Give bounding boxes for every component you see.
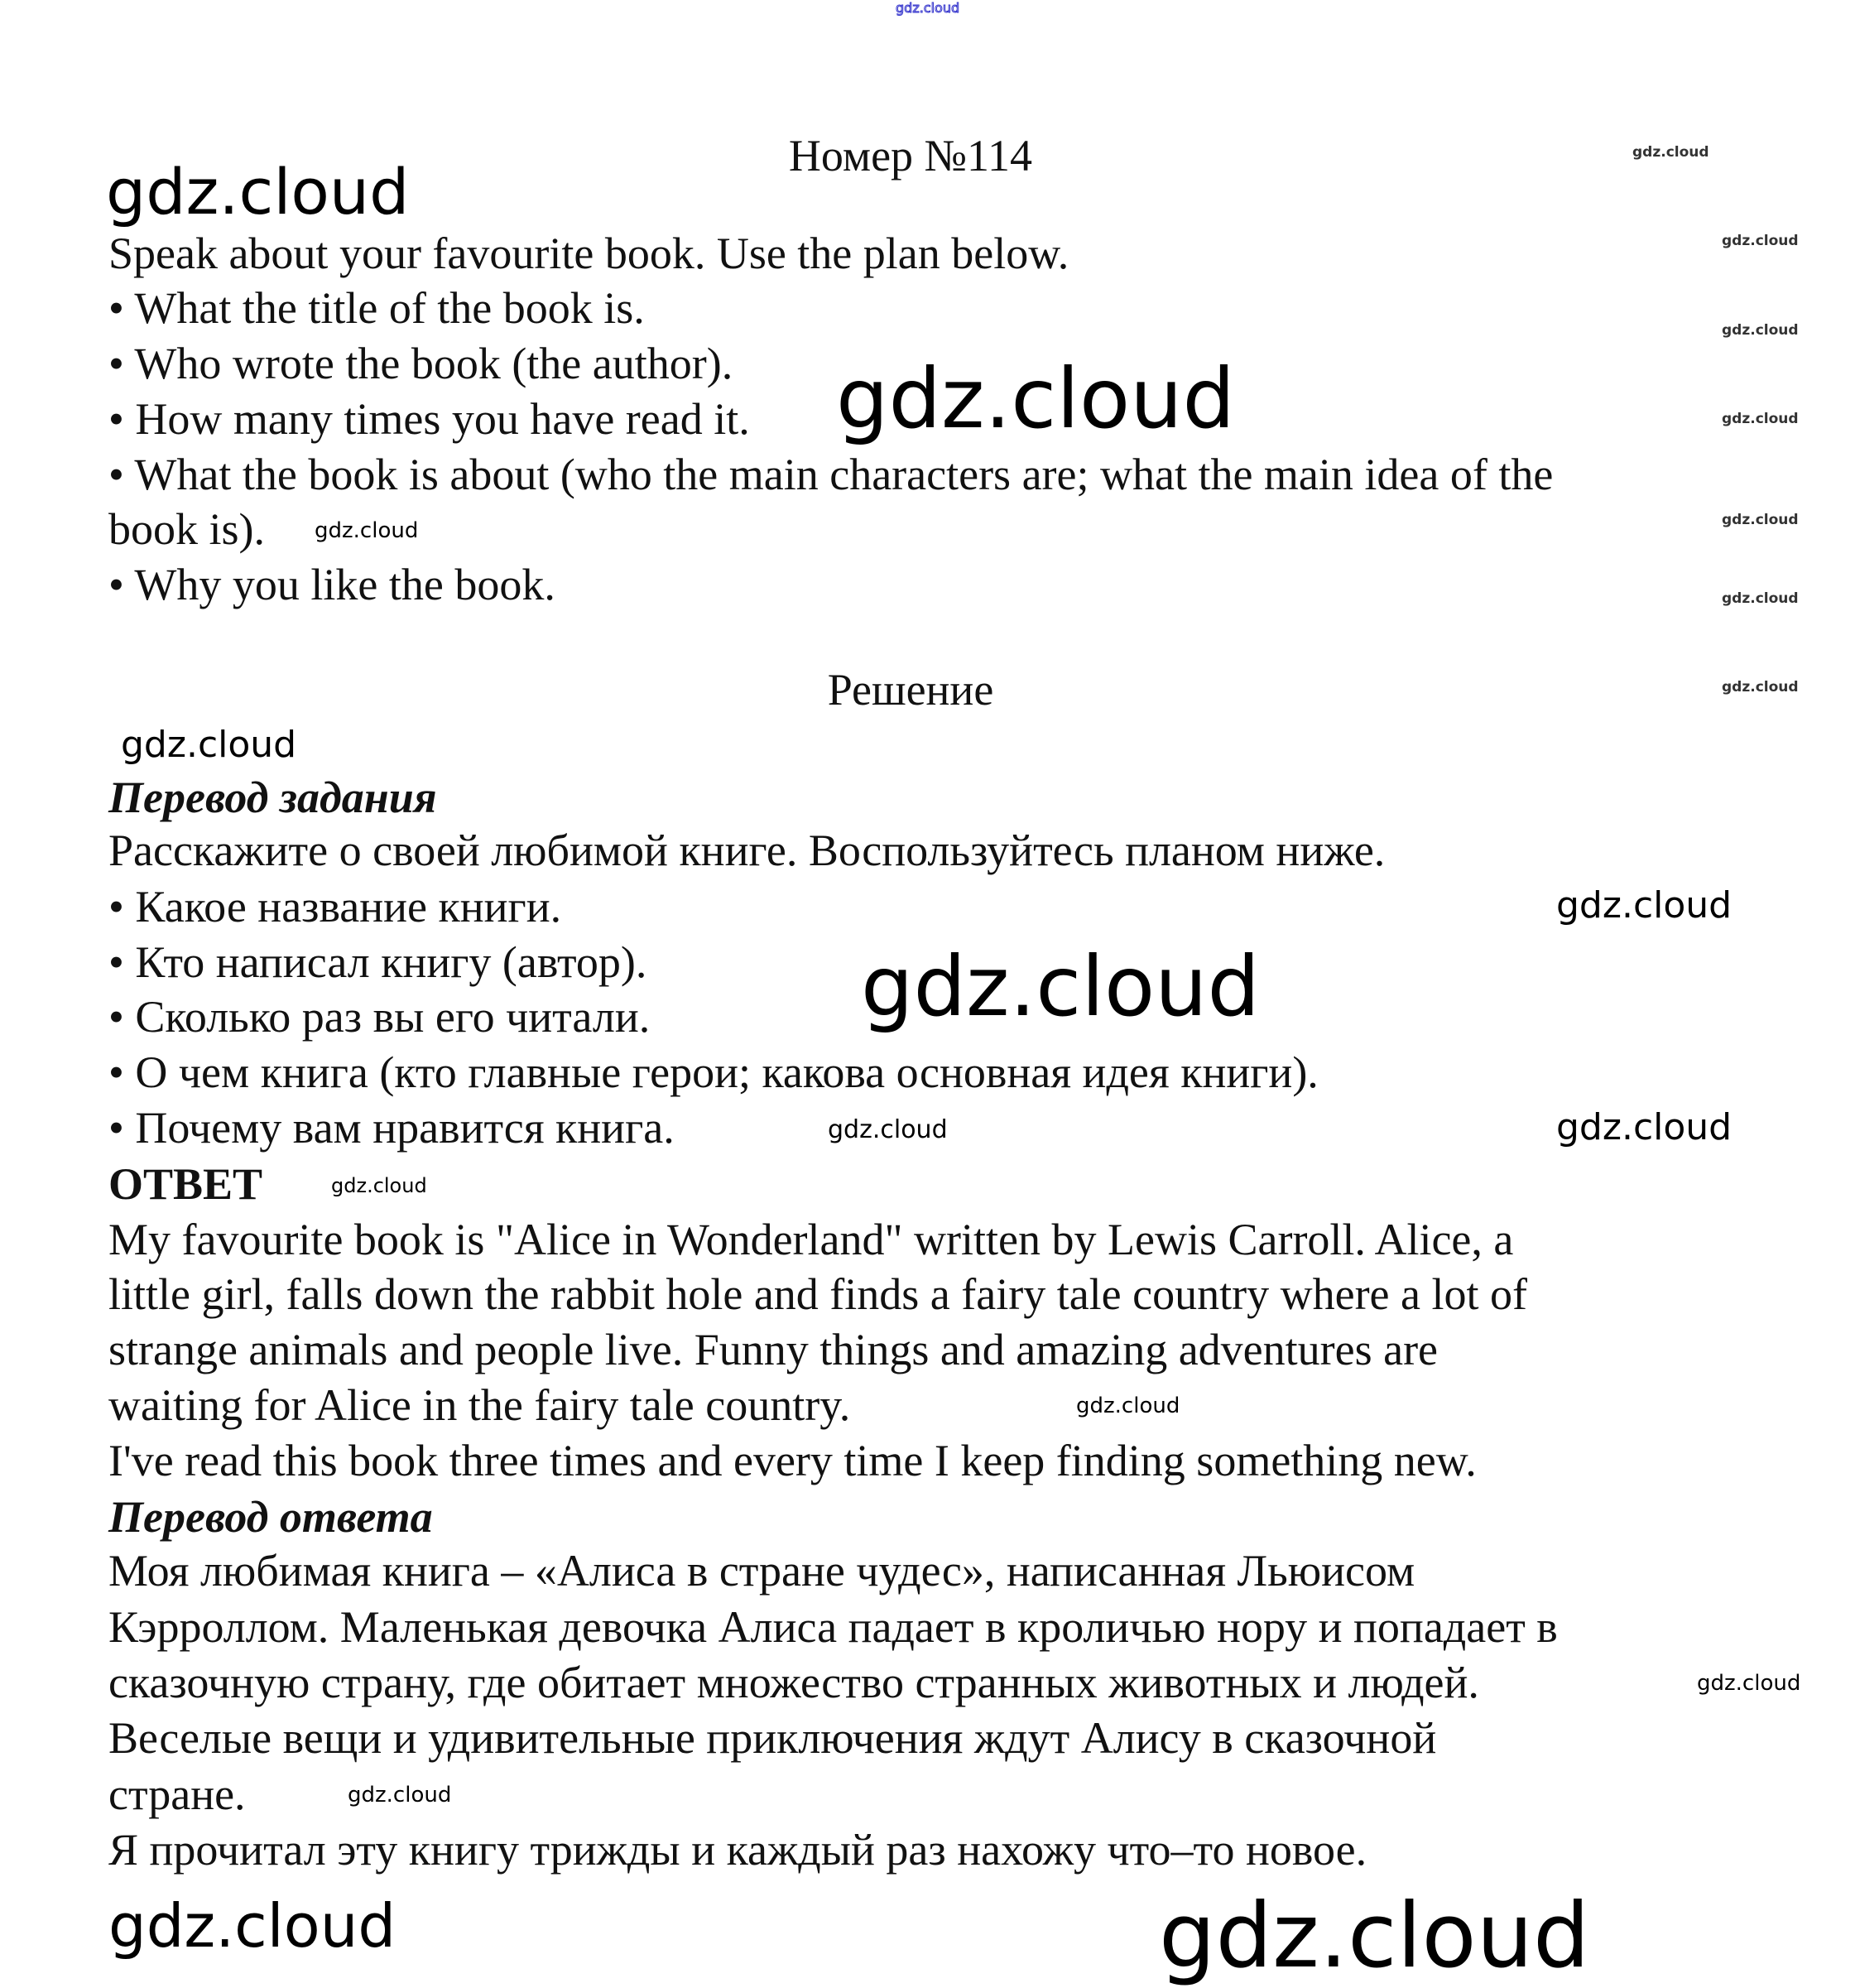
watermark: gdz.cloud: [1632, 144, 1709, 161]
translation-line: • Какое название книги.: [108, 882, 562, 931]
answer-translation-line: Кэрроллом. Маленькая девочка Алиса падает в кроличью нору и попадает в: [108, 1602, 1558, 1652]
watermark: gdz.cloud: [108, 1891, 397, 1961]
watermark: gdz.cloud: [1722, 512, 1799, 528]
answer-line: waiting for Alice in the fairy tale country.: [108, 1380, 851, 1430]
watermark: gdz.cloud: [896, 0, 960, 16]
answer-translation-line: Веселые вещи и удивительные приключения ждут Алису в сказочной: [108, 1713, 1437, 1763]
watermark: gdz.cloud: [1722, 590, 1799, 607]
answer-line: strange animals and people live. Funny things and amazing adventures are: [108, 1325, 1439, 1374]
watermark: gdz.cloud: [1076, 1394, 1180, 1418]
watermark: gdz.cloud: [828, 1115, 948, 1144]
task-bullet: book is).: [108, 504, 265, 554]
watermark: gdz.cloud: [1556, 1106, 1733, 1148]
watermark: gdz.cloud: [1722, 679, 1799, 696]
watermark: gdz.cloud: [106, 155, 410, 229]
translation-line: Расскажите о своей любимой книге. Воспользуйтесь планом ниже.: [108, 826, 1386, 875]
watermark: gdz.cloud: [1697, 1671, 1801, 1696]
task-bullet: • What the title of the book is.: [108, 283, 645, 333]
task-bullet: • How many times you have read it.: [108, 394, 750, 444]
translation-line: • Сколько раз вы его читали.: [108, 992, 651, 1042]
watermark: gdz.cloud: [1722, 322, 1799, 339]
task-intro: Speak about your favourite book. Use the plan below.: [108, 229, 1069, 278]
answer-line: I've read this book three times and every time I keep finding something new.: [108, 1436, 1477, 1485]
task-bullet: • Who wrote the book (the author).: [108, 339, 733, 388]
answer-translation-line: Моя любимая книга – «Алиса в стране чудес», написанная Льюисом: [108, 1546, 1415, 1596]
watermark: gdz.cloud: [1722, 411, 1799, 427]
answer-translation-heading: Перевод ответа: [108, 1492, 433, 1542]
task-bullet: • Why you like the book.: [108, 560, 555, 609]
translation-line: • Почему вам нравится книга.: [108, 1103, 675, 1153]
watermark: gdz.cloud: [1722, 233, 1799, 249]
answer-heading: ОТВЕТ: [108, 1159, 263, 1209]
watermark: gdz.cloud: [836, 350, 1236, 447]
answer-translation-line: сказочную страну, где обитает множество странных животных и людей.: [108, 1658, 1479, 1707]
page-title: Номер №114: [788, 131, 1033, 181]
translation-line: • О чем книга (кто главные герои; какова основная идея книги).: [108, 1047, 1319, 1097]
answer-line: My favourite book is "Alice in Wonderland" written by Lewis Carroll. Alice, a: [108, 1215, 1514, 1264]
watermark: gdz.cloud: [315, 518, 419, 543]
translation-line: • Кто написал книгу (автор).: [108, 937, 647, 987]
task-bullet: • What the book is about (who the main characters are; what the main idea of the: [108, 450, 1554, 499]
answer-line: little girl, falls down the rabbit hole and finds a fairy tale country where a lot of: [108, 1269, 1527, 1319]
watermark: gdz.cloud: [121, 724, 297, 766]
answer-translation-line: стране.: [108, 1769, 246, 1819]
translation-heading: Перевод задания: [108, 773, 437, 822]
watermark: gdz.cloud: [1556, 884, 1733, 927]
watermark: gdz.cloud: [331, 1174, 427, 1197]
watermark: gdz.cloud: [861, 938, 1261, 1035]
solution-heading: Решение: [827, 665, 994, 715]
watermark: gdz.cloud: [348, 1783, 452, 1807]
watermark: gdz.cloud: [1159, 1885, 1590, 1988]
answer-translation-line: Я прочитал эту книгу трижды и каждый раз нахожу что–то новое.: [108, 1825, 1367, 1875]
